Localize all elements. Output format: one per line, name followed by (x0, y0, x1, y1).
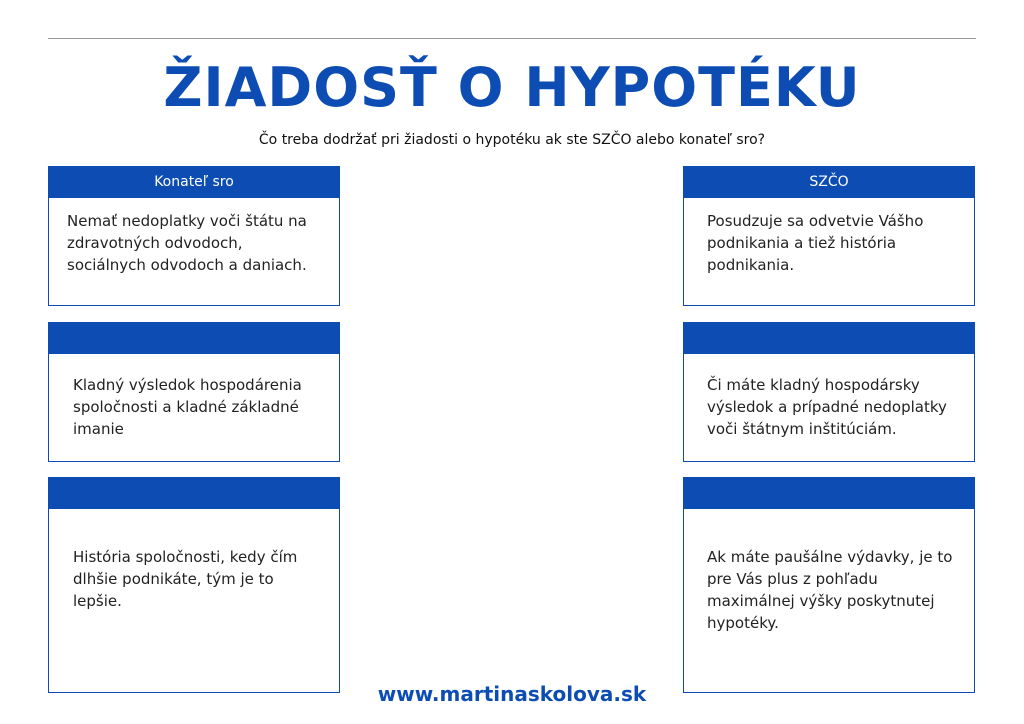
card-szco-1 (683, 166, 975, 306)
card-heading (49, 323, 339, 354)
top-divider (48, 38, 976, 39)
card-text: Či máte kladný hospodársky výsledok a prípadné nedoplatky voči štátnym inštitúciám. (707, 376, 947, 438)
card-konatel-2 (48, 322, 340, 462)
card-heading: SZČO (684, 167, 974, 198)
card-szco-3 (683, 477, 975, 693)
card-text: Posudzuje sa odvetvie Vášho podnikania a tiež história podnikania. (707, 212, 924, 274)
card-szco-2 (683, 322, 975, 462)
website-link[interactable]: www.martinaskolova.sk (377, 682, 647, 706)
card-heading (49, 478, 339, 509)
card-konatel-3 (48, 477, 340, 693)
card-heading (684, 478, 974, 509)
page-subtitle: Čo treba dodržať pri žiadosti o hypotéku ak ste SZČO alebo konateľ sro? (258, 132, 766, 148)
page-title: ŽIADOSŤ O HYPOTÉKU (163, 56, 861, 119)
card-heading (684, 323, 974, 354)
card-heading: Konateľ sro (49, 167, 339, 198)
card-text: História spoločnosti, kedy čím dlhšie podnikáte, tým je to lepšie. (73, 548, 298, 610)
card-text: Kladný výsledok hospodárenia spoločnosti a kladné základné imanie (73, 376, 302, 438)
card-text: Ak máte paušálne výdavky, je to pre Vás plus z pohľadu maximálnej výšky poskytnutej hypotéky. (707, 548, 953, 632)
card-konatel-1 (48, 166, 340, 306)
card-text: Nemať nedoplatky voči štátu na zdravotných odvodoch, sociálnych odvodoch a daniach. (67, 212, 307, 274)
